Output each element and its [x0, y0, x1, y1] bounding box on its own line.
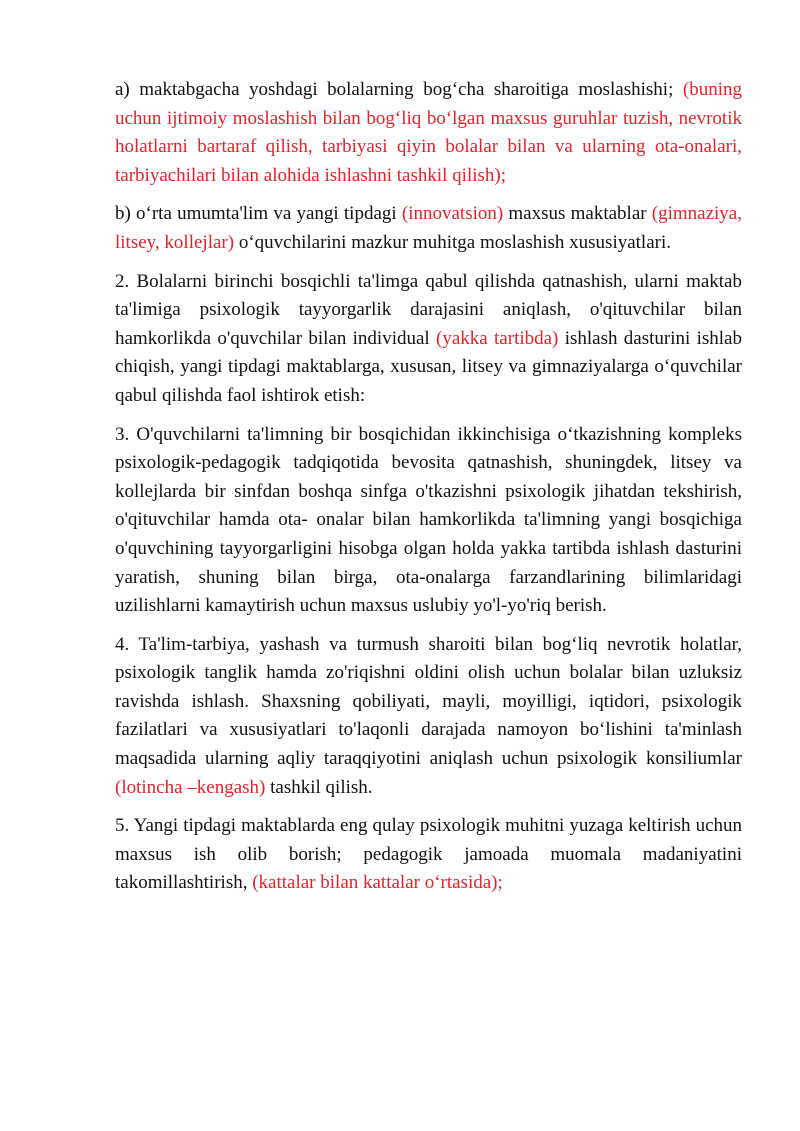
paragraph-text: 3. O'quvchilarni ta'limning bir bosqichidan ikkinchisiga o‘tkazishning kompleks psixologik-pedagogik tadqiqotida bevosita qatnashish, shuningdek, litsey va kollejlarda bir sinfdan boshqa sinfga o'tkazishni psixologik jihatdan tekshirish, o'qituvchilar hamda ota- onalar bilan hamkorlikda ta'limning yangi bosqichiga o'quvchining tayyorgarligini hisobga olgan holda yakka tartibda ishlash dasturini yaratish, shuning bilan birga, ota-onalarga farzandlarining bilimlaridagi uzilishlarni kamaytirish uchun maxsus uslubiy yo'l-yo'riq berish.: [115, 423, 742, 617]
document-page: [115, 76, 742, 908]
red-note: (innovatsion): [401, 203, 504, 225]
paragraph-2: [115, 268, 742, 411]
paragraph-text: tashkil qilish.: [265, 776, 373, 798]
paragraph-text: 4. Ta'lim-tarbiya, yashash va turmush sharoiti bilan bog‘liq nevrotik holatlar, psixologik tanglik hamda zo'riqishni oldini olish uchun bolalar bilan uzluksiz ravishda ishlash. Shaxsning qobiliyati, mayli, moyilligi, iqtidori, psixologik fazilatlari va xususiyatlari to'laqonli darajada namoyon bo‘lishini ta'minlash maqsadida ularning aqliy taraqqiyotini aniqlash uchun psixologik konsiliumlar: [115, 633, 742, 770]
paragraph-text: 5. Yangi tipdagi maktablarda eng qulay psixologik muhitni yuzaga keltirish uchun maxsus ish olib borish; pedagogik jamoada muomala madaniyatini takomillashtirish,: [115, 815, 742, 894]
paragraph-text: o‘quvchilarini mazkur muhitga moslashish xususiyatlari.: [234, 231, 672, 253]
red-note: (gimnaziya, litsey, kollejlar): [115, 203, 742, 253]
red-note: (yakka tartibda): [436, 327, 559, 349]
paragraph-b: [115, 200, 742, 257]
paragraph-4: [115, 631, 742, 803]
red-note: (lotincha –kengash): [115, 776, 266, 798]
paragraph-5: [115, 812, 742, 898]
paragraph-text: a) maktabgacha yoshdagi bolalarning bog‘cha sharoitiga moslashishi;: [115, 79, 683, 100]
paragraph-text: ishlash dasturini ishlab chiqish, yangi tipdagi maktablarga, xususan, litsey va gimnaziyalarga o‘quvchilar qabul qilishda faol ishtirok etish:: [115, 327, 742, 406]
paragraph-3: [115, 421, 742, 621]
paragraph-text: maxsus maktablar: [503, 203, 652, 225]
paragraph-text: 2. Bolalarni birinchi bosqichli ta'limga qabul qilishda qatnashish, ularni maktab ta'limiga psixologik tayyorgarlik darajasini aniqlash, o'qituvchilar bilan hamkorlikda o'quvchilar bilan individual: [115, 270, 742, 349]
paragraph-text: b) o‘rta umumta'lim va yangi tipdagi: [115, 203, 402, 225]
red-note: (buning uchun ijtimoiy moslashish bilan bog‘liq bo‘lgan maxsus guruhlar tuzish, nevrotik holatlarni bartaraf qilish, tarbiyasi qiyin bolalar bilan va ularning ota-onalari, tarbiyachilari bilan alohida ishlashni tashkil qilish);: [115, 79, 742, 186]
red-note: (kattalar bilan kattalar o‘rtasida);: [252, 872, 503, 894]
paragraph-a: [115, 76, 742, 190]
